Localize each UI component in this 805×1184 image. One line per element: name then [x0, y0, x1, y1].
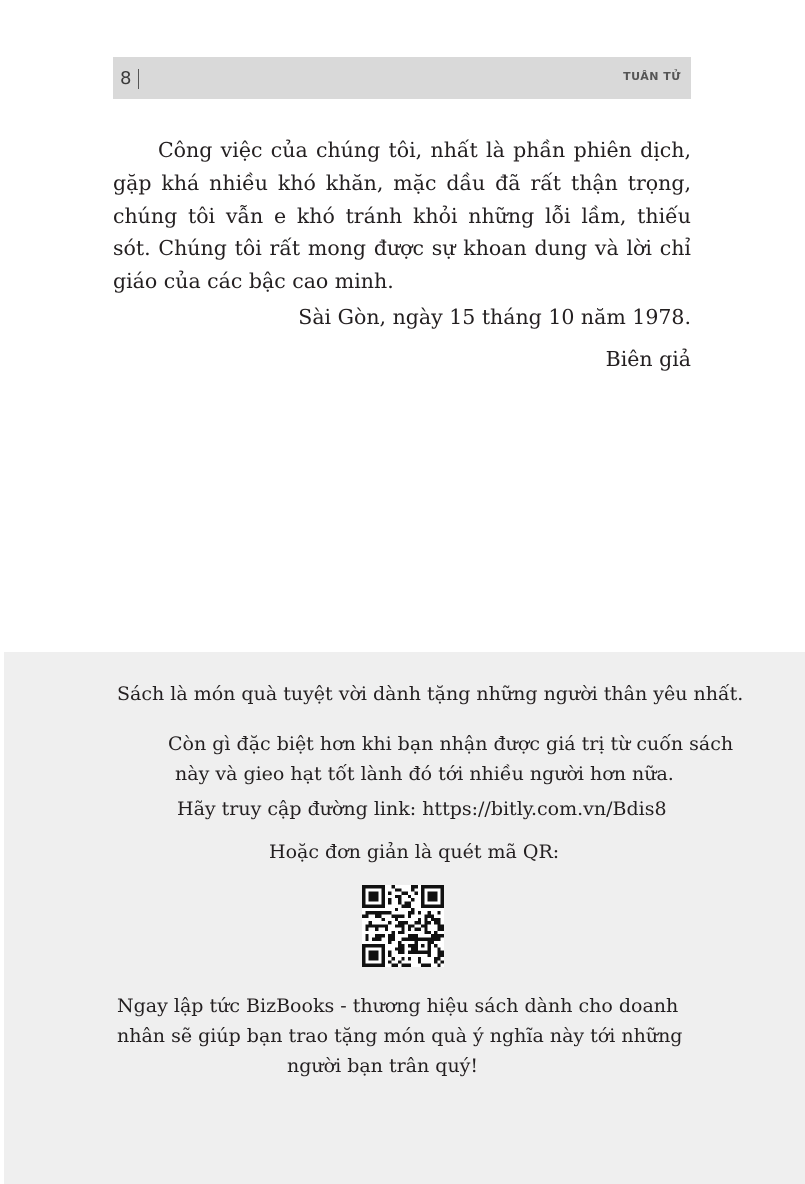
promo-line-5c: người bạn trân quý! [287, 1055, 479, 1077]
promo-link-line: Hãy truy cập đường link: https://bitly.com.vn/Bdis8 [177, 798, 667, 820]
body-paragraph: Công việc của chúng tôi, nhất là phần phiên dịch, gặp khá nhiều khó khăn, mặc dầu đã rất thận trọng, chúng tôi vẫn e khó tránh khỏi những lỗi lầm, thiếu sót. Chúng tôi rất mong được sự khoan dung và lời chỉ giáo của các bậc cao minh. [113, 138, 691, 294]
running-header [113, 57, 691, 99]
date-line: Sài Gòn, ngày 15 tháng 10 năm 1978. [298, 305, 691, 329]
promo-qr-prompt: Hoặc đơn giản là quét mã QR: [269, 841, 560, 863]
header-divider [138, 69, 139, 89]
qr-code-icon [362, 885, 444, 967]
promo-line-2b: này và gieo hạt tốt lành đó tới nhiều người hơn nữa. [175, 763, 674, 785]
promo-line-5a: Ngay lập tức BizBooks - thương hiệu sách dành cho doanh [117, 995, 679, 1017]
page-number: 8 [120, 68, 132, 89]
promo-line-1: Sách là món quà tuyệt vời dành tặng những người thân yêu nhất. [117, 683, 744, 705]
promo-box [4, 652, 805, 1184]
promo-line-2a: Còn gì đặc biệt hơn khi bạn nhận được giá trị từ cuốn sách [168, 733, 734, 755]
running-title: TUÂN TỬ [623, 70, 681, 83]
author-signoff: Biên giả [605, 347, 691, 371]
promo-line-5b: nhân sẽ giúp bạn trao tặng món quà ý nghĩa này tới những [117, 1025, 683, 1047]
